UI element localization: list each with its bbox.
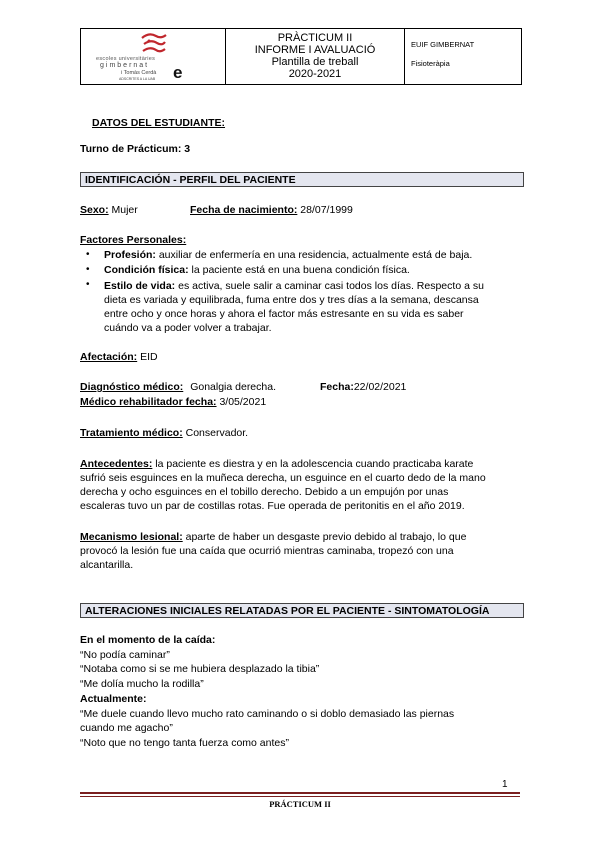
header-title-line3: Plantilla de treball (271, 56, 359, 68)
estilo-line2: dieta es variada y equilibrada, fuma entre dos y tres días a la semana, descansa (104, 294, 479, 306)
header-title-line4: 2020-2021 (288, 68, 342, 80)
header-school-cell (405, 29, 521, 84)
mecanismo-line1: aparte de haber un desgaste previo debido al trabajo, lo que (182, 531, 467, 543)
tratamiento-label: Tratamiento médico: (80, 427, 183, 439)
sexo-row (80, 204, 138, 217)
antecedentes-line3: derecha y ocho esguinces en el tobillo derecho. Debido a un empujón por unas (80, 486, 449, 498)
footer-label: PRÁCTICUM II (269, 799, 331, 809)
uab-e-icon: e (173, 63, 183, 82)
antecedentes-paragraph (80, 457, 520, 513)
afectacion-label: Afectación: (80, 351, 138, 363)
caida-quote-1: “No podía caminar” (80, 649, 170, 661)
estilo-line4: cuándo va a poder volver a trabajar. (104, 322, 272, 334)
estilo-label: Estilo de vida: (104, 280, 176, 292)
actual-quote-2: cuando me agacho” (80, 722, 173, 734)
diagnostico-label: Diagnóstico médico: (80, 381, 184, 393)
bullet-icon: • (86, 249, 90, 260)
section-alteraciones-title: ALTERACIONES INICIALES RELATADAS POR EL PACIENTE - SINTOMATOLOGÍA (80, 603, 524, 618)
header-title-line2: INFORME I AVALUACIÓ (254, 44, 376, 56)
bullet-icon: • (86, 279, 90, 290)
actual-quote-1: “Me duele cuando llevo mucho rato caminando o si doblo demasiado las piernas (80, 708, 455, 720)
turno-label: Turno de Prácticum: (80, 143, 182, 155)
antecedentes-line2: sufrió seis esguinces en la muñeca derecha, un esguince en el cuarto dedo de la mano (80, 472, 486, 484)
footer-rule-thin (80, 796, 520, 797)
mecanismo-line2: provocó la lesión fue una caída que ocurrió mientras caminaba, tropezó con una (80, 545, 454, 557)
header-table (80, 28, 522, 85)
fecha-nacimiento-label: Fecha de nacimiento: (190, 204, 298, 216)
fecha-nacimiento-value: 28/07/1999 (300, 204, 353, 216)
logo-text-line4: ADSCRITES A LA UAB (119, 77, 156, 81)
diagnostico-value: Gonalgia derecha. (190, 381, 276, 393)
rehab-value: 3/05/2021 (219, 396, 267, 408)
fecha-row (320, 381, 406, 394)
condicion-text: la paciente está en una buena condición física. (188, 264, 410, 276)
tratamiento-row (80, 427, 248, 440)
header-title-cell (226, 29, 405, 84)
page-number: 1 (502, 779, 508, 790)
school-name: EUIF GIMBERNAT (411, 40, 475, 49)
actual-heading: Actualmente: (80, 693, 147, 705)
caida-heading: En el momento de la caída: (80, 634, 216, 646)
antecedentes-label: Antecedentes: (80, 458, 153, 470)
student-heading: DATOS DEL ESTUDIANTE: (92, 117, 226, 129)
mecanismo-label: Mecanismo lesional: (80, 531, 183, 543)
antecedentes-line4: escaleras tuvo un par de costillas rotas. Fue operada de peritonitis en el año 2019. (80, 500, 465, 512)
diagnostico-row (80, 381, 276, 394)
logo-text-line3: i Tomàs Cerdà (121, 70, 157, 76)
sexo-label: Sexo: (80, 204, 109, 216)
department-name: Fisioteràpia (411, 59, 450, 68)
antecedentes-line1: la paciente es diestra y en la adolescencia cuando practicaba karate (152, 458, 474, 470)
profesion-text: auxiliar de enfermería en una residencia, actualmente está de baja. (155, 249, 473, 261)
mecanismo-line3: alcantarilla. (80, 559, 134, 571)
caida-quote-2: “Notaba como si se me hubiera desplazado la tibia” (80, 663, 320, 675)
logo-cell (81, 29, 226, 84)
afectacion-value: EID (140, 351, 158, 363)
mecanismo-paragraph (80, 530, 520, 572)
fecha-value: 22/02/2021 (353, 381, 407, 393)
estilo-line1: es activa, suele salir a caminar casi todos los días. Respecto a su (175, 280, 484, 292)
bullet-condicion (104, 264, 410, 277)
gimbernat-logo-icon (139, 32, 169, 56)
turno-value: 3 (184, 143, 191, 155)
section-identificacion-title: IDENTIFICACIÓN - PERFIL DEL PACIENTE (80, 172, 524, 187)
rehab-row (80, 396, 266, 409)
factores-label: Factores Personales: (80, 234, 187, 246)
afectacion-row (80, 351, 158, 364)
caida-quote-3: “Me dolía mucho la rodilla” (80, 678, 204, 690)
actual-quote-3: “Noto que no tengo tanta fuerza como antes” (80, 737, 289, 749)
logo-text-line2: gimbernat (100, 62, 150, 69)
bullet-icon: • (86, 264, 90, 275)
footer-rule (80, 792, 520, 794)
tratamiento-value: Conservador. (185, 427, 249, 439)
profesion-label: Profesión: (104, 249, 156, 261)
header-title-line1: PRÀCTICUM II (277, 32, 353, 44)
condicion-label: Condición física: (104, 264, 189, 276)
turno-row (80, 143, 190, 156)
bullet-profesion (104, 249, 472, 262)
sexo-value: Mujer (111, 204, 138, 216)
rehab-label: Médico rehabilitador fecha: (80, 396, 217, 408)
logo-text-line1: escoles universitàries (96, 56, 156, 62)
fecha-label: Fecha: (320, 381, 354, 393)
fecha-nacimiento-row (190, 204, 353, 217)
bullet-estilo-vida (104, 279, 520, 335)
estilo-line3: entre ocho y once horas y ahora el factor más estresante en su vida es saber (104, 308, 464, 320)
